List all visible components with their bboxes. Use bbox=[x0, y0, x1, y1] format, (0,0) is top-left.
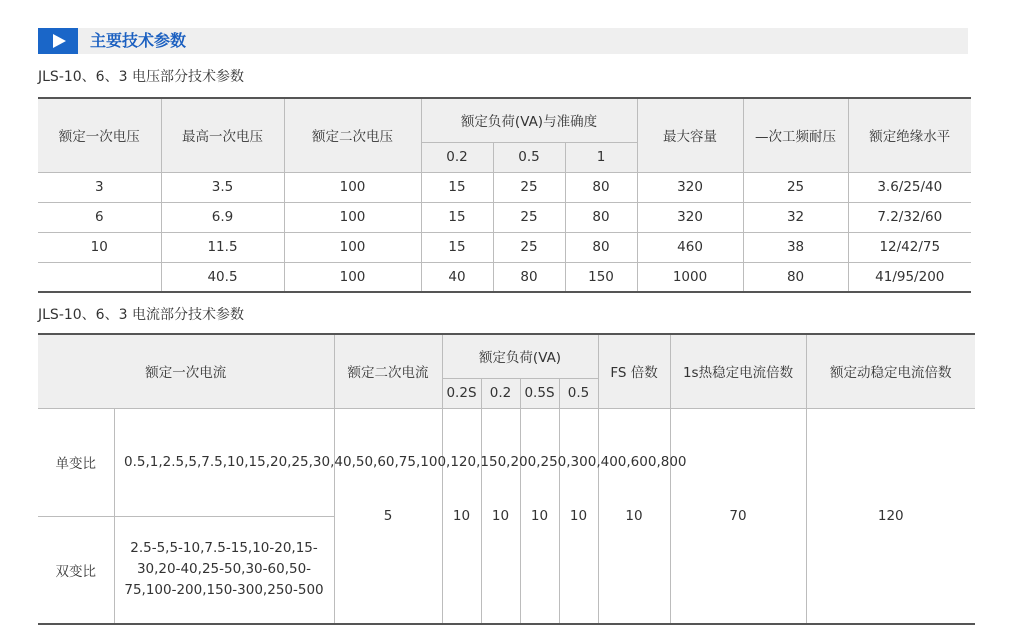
table-cell: 80 bbox=[493, 262, 565, 292]
load-0-2s-value: 10 bbox=[442, 408, 481, 624]
voltage-parameters-table bbox=[38, 97, 971, 293]
load-0-2-value: 10 bbox=[481, 408, 520, 624]
table-cell: 38 bbox=[743, 232, 848, 262]
header-max-primary-voltage: 最高一次电压 bbox=[161, 98, 284, 172]
current-parameters-table bbox=[38, 333, 975, 625]
table-cell: 40 bbox=[421, 262, 493, 292]
table-cell: 460 bbox=[637, 232, 743, 262]
table-cell: 15 bbox=[421, 232, 493, 262]
header-rated-primary-current: 额定一次电流 bbox=[38, 334, 334, 408]
header-power-frequency-withstand: —次工频耐压 bbox=[743, 98, 848, 172]
load-0-5s-value: 10 bbox=[520, 408, 559, 624]
header-class-0-5s: 0.5S bbox=[520, 378, 559, 408]
table-cell: 80 bbox=[565, 232, 637, 262]
table-row bbox=[38, 172, 971, 202]
table-cell bbox=[38, 262, 161, 292]
header-accuracy-1: 1 bbox=[565, 142, 637, 172]
header-class-0-2: 0.2 bbox=[481, 378, 520, 408]
table-cell: 11.5 bbox=[161, 232, 284, 262]
double-ratio-label: 双变比 bbox=[38, 516, 114, 624]
table-cell: 320 bbox=[637, 172, 743, 202]
section-header-bar bbox=[38, 28, 968, 54]
table-cell: 6 bbox=[38, 202, 161, 232]
header-fs-factor: FS 倍数 bbox=[598, 334, 670, 408]
table-cell: 25 bbox=[743, 172, 848, 202]
header-class-0-2s: 0.2S bbox=[442, 378, 481, 408]
table-cell: 41/95/200 bbox=[848, 262, 971, 292]
table-cell: 100 bbox=[284, 172, 421, 202]
header-rated-primary-voltage: 额定一次电压 bbox=[38, 98, 161, 172]
table-cell: 3 bbox=[38, 172, 161, 202]
play-triangle-icon bbox=[38, 28, 78, 54]
header-accuracy-0-2: 0.2 bbox=[421, 142, 493, 172]
table-cell: 10 bbox=[38, 232, 161, 262]
table-cell: 40.5 bbox=[161, 262, 284, 292]
table-cell: 3.5 bbox=[161, 172, 284, 202]
header-max-capacity: 最大容量 bbox=[637, 98, 743, 172]
table-cell: 150 bbox=[565, 262, 637, 292]
double-ratio-values bbox=[114, 516, 334, 624]
table-cell: 25 bbox=[493, 172, 565, 202]
table-cell: 100 bbox=[284, 262, 421, 292]
table-cell: 7.2/32/60 bbox=[848, 202, 971, 232]
section-title: 主要技术参数 bbox=[90, 31, 187, 50]
table-cell: 100 bbox=[284, 202, 421, 232]
current-table-caption: JLS-10、6、3 电流部分技术参数 bbox=[38, 307, 244, 323]
table-cell: 80 bbox=[565, 172, 637, 202]
table-cell: 1000 bbox=[637, 262, 743, 292]
header-accuracy-0-5: 0.5 bbox=[493, 142, 565, 172]
fs-factor-value: 10 bbox=[598, 408, 670, 624]
table-cell: 15 bbox=[421, 172, 493, 202]
header-dynamic-stability: 额定动稳定电流倍数 bbox=[806, 334, 975, 408]
header-load-accuracy: 额定负荷(VA)与准确度 bbox=[421, 98, 637, 142]
header-rated-secondary-voltage: 额定二次电压 bbox=[284, 98, 421, 172]
table-row bbox=[38, 232, 971, 262]
voltage-table-caption: JLS-10、6、3 电压部分技术参数 bbox=[38, 69, 244, 85]
single-ratio-values bbox=[114, 408, 687, 516]
table-cell: 80 bbox=[743, 262, 848, 292]
table-cell: 100 bbox=[284, 232, 421, 262]
single-ratio-values-text: 0.5,1,2.5,5,7.5,10,15,20,25,30,40,50,60,75,100,120,150,200,250,300,400,600,800 bbox=[124, 453, 687, 470]
header-rated-secondary-current: 额定二次电流 bbox=[334, 334, 442, 408]
header-rated-load: 额定负荷(VA) bbox=[442, 334, 598, 378]
table-row bbox=[38, 408, 975, 516]
table-cell: 3.6/25/40 bbox=[848, 172, 971, 202]
load-0-5-value: 10 bbox=[559, 408, 598, 624]
table-cell: 32 bbox=[743, 202, 848, 232]
header-thermal-stability: 1s热稳定电流倍数 bbox=[670, 334, 806, 408]
table-cell: 15 bbox=[421, 202, 493, 232]
table-cell: 12/42/75 bbox=[848, 232, 971, 262]
double-ratio-values-text: 2.5-5,5-10,7.5-15,10-20,15-30,20-40,25-50,30-60,50-75,100-200,150-300,250-500 bbox=[124, 540, 324, 599]
dynamic-stability-value: 120 bbox=[806, 408, 975, 624]
single-ratio-label: 单变比 bbox=[38, 408, 114, 516]
table-row bbox=[38, 202, 971, 232]
table-cell: 80 bbox=[565, 202, 637, 232]
table-cell: 25 bbox=[493, 202, 565, 232]
table-cell: 320 bbox=[637, 202, 743, 232]
table-row bbox=[38, 262, 971, 292]
secondary-current-value: 5 bbox=[334, 408, 442, 624]
table-cell: 6.9 bbox=[161, 202, 284, 232]
header-class-0-5: 0.5 bbox=[559, 378, 598, 408]
thermal-stability-value: 70 bbox=[670, 408, 806, 624]
header-insulation-level: 额定绝缘水平 bbox=[848, 98, 971, 172]
table-cell: 25 bbox=[493, 232, 565, 262]
